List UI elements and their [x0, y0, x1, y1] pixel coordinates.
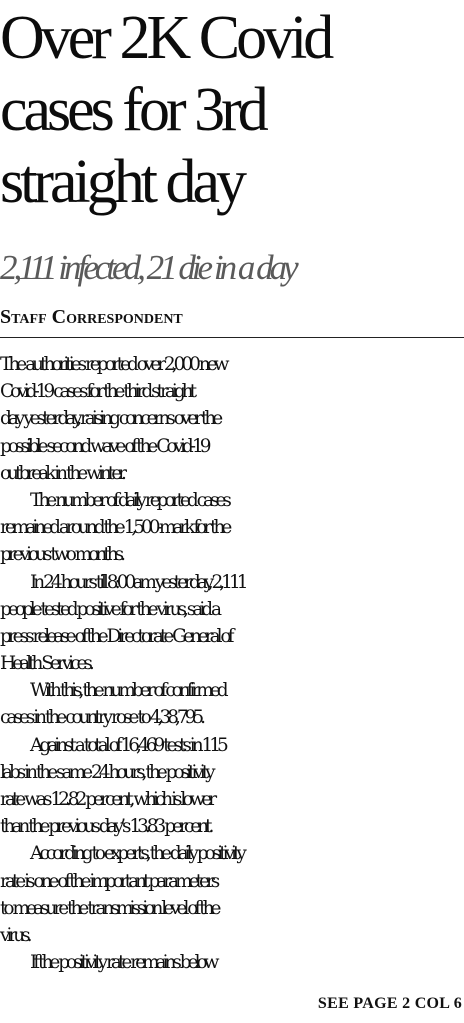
body-line: Against a total of 16,469 tests in 115: [30, 734, 225, 756]
body-line: people tested positive for the virus, said a: [0, 598, 218, 620]
article-body: [0, 351, 464, 976]
body-line: The authorities reported over 2,000 new: [0, 354, 226, 375]
headline-line: Over 2K Covid: [0, 4, 331, 72]
body-line: If the positivity rate remains below: [30, 952, 216, 974]
body-line: possible second wave of the Covid-19: [0, 435, 208, 457]
body-line: outbreak in the winter.: [0, 462, 123, 484]
body-line: Health Services.: [0, 653, 91, 675]
body-line: remained around the 1,500-mark for the: [0, 517, 229, 539]
body-line: previous two months.: [0, 544, 123, 566]
body-line: to measure the transmission level of the: [0, 897, 218, 919]
headline-line: straight day: [0, 148, 243, 216]
body-line: According to experts, the daily positivity: [30, 843, 243, 865]
body-line: The number of daily reported cases: [30, 489, 228, 511]
body-line: In 24 hours till 8:00am yesterday, 2,111: [30, 571, 245, 593]
body-line: With this, the number of confirmed: [30, 680, 225, 702]
body-line: day yesterday, raising concerns over the: [0, 408, 220, 430]
headline: [0, 2, 464, 218]
continuation-note: SEE PAGE 2 COL 6: [317, 995, 462, 1012]
body-line: virus.: [0, 924, 29, 946]
byline-divider: [0, 337, 464, 338]
body-line: press release of the Directorate General of: [0, 625, 231, 647]
body-line: Covid-19 cases for the third straight: [0, 381, 194, 403]
headline-line: cases for 3rd: [0, 76, 265, 144]
body-line: cases in the country rose to 4,38,795.: [0, 707, 203, 729]
body-line: rate was 12.82 percent, which is lower: [0, 789, 214, 810]
byline: Staff Correspondent: [0, 306, 183, 328]
body-line: labs in the same 24 hours, the positivity: [0, 761, 212, 783]
subheadline: 2,111 infected, 21 die in a day: [0, 248, 295, 287]
body-line: than the previous day’s 13.83 percent.: [0, 816, 211, 838]
body-line: rate is one of the important parameters: [0, 870, 217, 892]
